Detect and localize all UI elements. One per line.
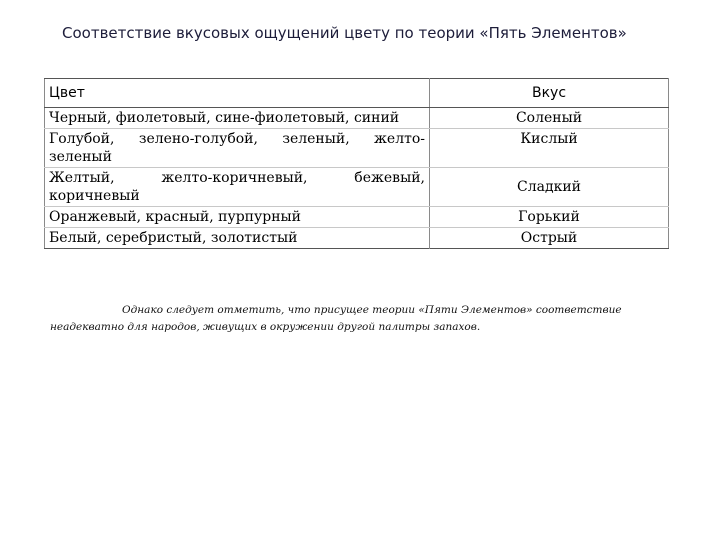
cell-color: Желтый, желто-коричневый, бежевый, коричневый xyxy=(45,168,430,207)
table-header-row xyxy=(45,79,669,108)
cell-color: Оранжевый, красный, пурпурный xyxy=(45,207,430,228)
cell-taste: Кислый xyxy=(430,129,669,168)
header-color: Цвет xyxy=(45,79,430,108)
cell-taste: Острый xyxy=(520,230,578,246)
footnote-text: Однако следует отметить, что присущее теории «Пяти Элементов» соответствие неадекватно для народов, живущих в окружении другой палитры запахов. xyxy=(50,304,622,333)
cell-color: Черный, фиолетовый, сине-фиолетовый, синий xyxy=(45,108,430,129)
table-row xyxy=(45,228,669,249)
table-row xyxy=(45,207,669,228)
table-row xyxy=(45,168,669,207)
header-taste: Вкус xyxy=(430,79,669,108)
cell-taste: Горький xyxy=(430,207,669,228)
cell-taste: Соленый xyxy=(430,108,669,129)
slide-title: Соответствие вкусовых ощущений цвету по теории «Пять Элементов» xyxy=(62,24,627,42)
color-taste-table xyxy=(44,78,669,249)
cell-color: Голубой, зелено-голубой, зеленый, желто-зеленый xyxy=(45,129,430,168)
cell-taste: Сладкий xyxy=(430,168,669,207)
cell-color: Белый, серебристый, золотистый xyxy=(45,228,430,249)
table-row xyxy=(45,108,669,129)
table-row xyxy=(45,129,669,168)
